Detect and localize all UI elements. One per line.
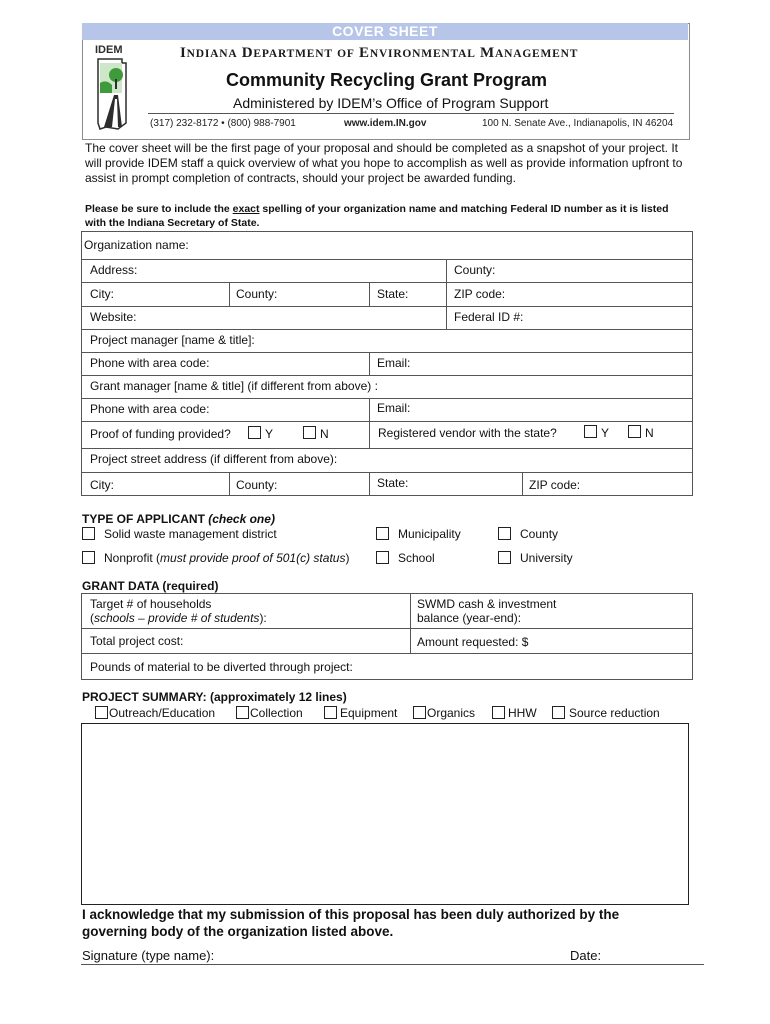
federal-id-label: Federal ID #: <box>454 310 524 324</box>
solid-waste-label: Solid waste management district <box>104 527 277 541</box>
outreach-label: Outreach/Education <box>109 706 216 720</box>
nonprofit-label: Nonprofit (must provide proof of 501(c) status) <box>104 551 350 565</box>
grant-section-title: GRANT DATA (required) <box>82 579 219 593</box>
organics-checkbox[interactable] <box>413 706 426 719</box>
organics-label: Organics <box>427 706 476 720</box>
source-reduction-checkbox[interactable] <box>552 706 565 719</box>
dept-word-4: ENVIRONMENTAL <box>359 45 476 61</box>
header-divider <box>148 113 674 114</box>
registered-vendor-label: Registered vendor with the state? <box>378 426 557 440</box>
vendor-yes-label: Y <box>601 426 610 440</box>
idem-logo <box>92 43 136 131</box>
swmd-label-1: SWMD cash & investment <box>417 597 557 611</box>
dept-word-3: OF <box>337 48 355 60</box>
email-label-2: Email: <box>377 401 411 415</box>
spelling-note: Please be sure to include the exact spelling of your organization name and matching Federal ID number as it is listed with the Indiana Secretary of State. <box>85 203 669 229</box>
street-address-label: Project street address (if different from above): <box>90 452 338 466</box>
proof-funding-label: Proof of funding provided? <box>90 427 231 441</box>
administered-by: Administered by IDEM’s Office of Program Support <box>233 95 549 111</box>
county-type-label: County <box>520 527 559 541</box>
department-name <box>180 45 578 62</box>
website-label: Website: <box>90 310 137 324</box>
county-label-3: County: <box>236 478 278 492</box>
funding-yes-checkbox[interactable] <box>248 426 261 439</box>
state-label: State: <box>377 287 409 301</box>
grant-data-grid <box>81 593 693 680</box>
funding-no-label: N <box>320 427 329 441</box>
summary-section-title: PROJECT SUMMARY: (approximately 12 lines) <box>82 690 347 704</box>
dept-word-2: DEPARTMENT <box>241 45 333 61</box>
city-label-2: City: <box>90 478 114 492</box>
university-checkbox[interactable] <box>498 551 511 564</box>
state-label-2: State: <box>377 476 409 490</box>
dept-word-5: MANAGEMENT <box>480 45 579 61</box>
cover-sheet-banner: COVER SHEET <box>82 23 688 40</box>
dept-word-1: INDIANA <box>180 45 238 61</box>
contact-info-grid <box>81 231 693 496</box>
source-reduction-label: Source reduction <box>569 706 660 720</box>
email-label: Email: <box>377 356 411 370</box>
hhw-label: HHW <box>508 706 537 720</box>
households-label-1: Target # of households <box>90 597 212 611</box>
outreach-checkbox[interactable] <box>95 706 108 719</box>
website-link[interactable]: www.idem.IN.gov <box>344 118 427 129</box>
zip-label: ZIP code: <box>454 287 506 301</box>
households-label-2: (schools – provide # of students): <box>90 611 267 625</box>
county-label: County: <box>454 263 496 277</box>
county-checkbox[interactable] <box>498 527 511 540</box>
project-summary-textarea[interactable] <box>81 723 689 905</box>
municipality-label: Municipality <box>398 527 461 541</box>
solid-waste-checkbox[interactable] <box>82 527 95 540</box>
project-manager-label: Project manager [name & title]: <box>90 333 255 347</box>
school-label: School <box>398 551 435 565</box>
phone-label-2: Phone with area code: <box>90 402 210 416</box>
funding-no-checkbox[interactable] <box>303 426 316 439</box>
funding-yes-label: Y <box>265 427 274 441</box>
total-cost-label: Total project cost: <box>90 634 184 648</box>
date-label: Date: <box>570 948 602 963</box>
vendor-no-checkbox[interactable] <box>628 425 641 438</box>
logo-text: IDEM <box>95 44 123 56</box>
intro-paragraph: The cover sheet will be the first page of your proposal and should be completed as a snapshot of your project. It will provide IDEM staff a quick overview of what you hope to accomplish as well as provide information upfront to assist in prompt completion of contracts, should your project be awarded funding. <box>85 141 683 185</box>
nonprofit-checkbox[interactable] <box>82 551 95 564</box>
street-address: 100 N. Senate Ave., Indianapolis, IN 46204 <box>482 118 674 129</box>
university-label: University <box>520 551 573 565</box>
collection-checkbox[interactable] <box>236 706 249 719</box>
zip-label-2: ZIP code: <box>529 478 581 492</box>
hhw-checkbox[interactable] <box>492 706 505 719</box>
org-name-label: Organization name: <box>84 238 189 252</box>
phone-label: Phone with area code: <box>90 356 210 370</box>
address-label: Address: <box>90 263 138 277</box>
program-title: Community Recycling Grant Program <box>226 70 548 90</box>
swmd-label-2: balance (year-end): <box>417 611 522 625</box>
city-label: City: <box>90 287 114 301</box>
school-checkbox[interactable] <box>376 551 389 564</box>
equipment-checkbox[interactable] <box>324 706 337 719</box>
signature-line <box>81 964 704 965</box>
phone-numbers: (317) 232-8172 • (800) 988-7901 <box>150 118 296 129</box>
grant-manager-label: Grant manager [name & title] (if different from above) : <box>90 379 378 393</box>
signature-label: Signature (type name): <box>82 948 215 963</box>
applicant-section-title: TYPE OF APPLICANT (check one) <box>82 512 275 526</box>
acknowledgement-text: I acknowledge that my submission of this proposal has been duly authorized by the governing body of the organization listed above. <box>82 907 620 939</box>
pounds-diverted-label: Pounds of material to be diverted through project: <box>90 660 353 674</box>
amount-requested-label: Amount requested: $ <box>417 635 529 649</box>
indiana-map-logo-icon <box>92 43 136 131</box>
collection-label: Collection <box>250 706 303 720</box>
vendor-yes-checkbox[interactable] <box>584 425 597 438</box>
vendor-no-label: N <box>645 426 654 440</box>
county-label-2: County: <box>236 287 278 301</box>
municipality-checkbox[interactable] <box>376 527 389 540</box>
equipment-label: Equipment <box>340 706 398 720</box>
